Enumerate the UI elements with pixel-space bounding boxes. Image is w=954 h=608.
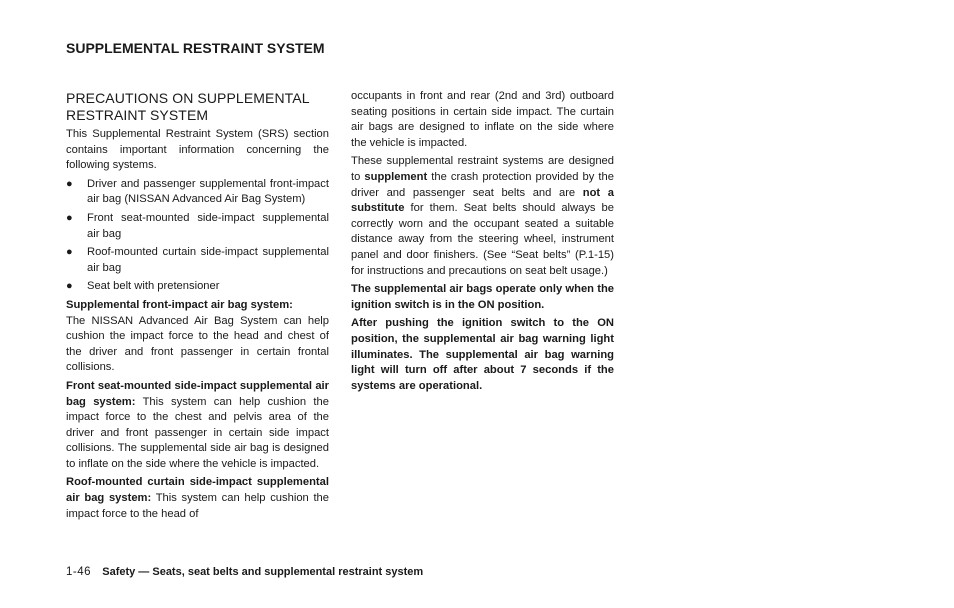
- intro-paragraph: This Supplemental Restraint System (SRS) section contains important information concerning the following systems.: [66, 128, 329, 172]
- supplement-text-e: for them. Seat belts should always be correctly worn and the occupant seated a suitable distance away from the steering wheel, instrument panel and door finishers. (See “Seat belts” (P.1-15) for instructions and precautions on seat belt usage.): [351, 202, 614, 277]
- list-item-text: Front seat-mounted side-impact supplemental air bag: [87, 211, 329, 240]
- footer-chapter-title: Safety — Seats, seat belts and supplemental restraint system: [102, 566, 424, 578]
- list-item: [66, 279, 329, 295]
- curtain-airbag-text: This system can help cushion the impact force to the head of: [66, 492, 329, 520]
- list-item: [66, 177, 329, 208]
- list-item: [66, 245, 329, 276]
- front-airbag-text: The NISSAN Advanced Air Bag System can help cushion the impact force to the head and chest of the driver and front passenger in certain frontal collisions.: [66, 314, 329, 374]
- supplement-paragraph: [351, 154, 614, 279]
- page-number: 1-46: [66, 566, 92, 578]
- side-airbag-paragraph: [66, 379, 329, 473]
- bullet-icon: ●: [66, 246, 73, 259]
- side-airbag-text: This system can help cushion the impact force to the chest and pelvis area of the driver and front passenger in certain side impact collisions. The supplemental side air bag is designed to inflate on the side where the vehicle is impacted.: [66, 395, 329, 470]
- list-item-text: Roof-mounted curtain side-impact supplemental air bag: [87, 246, 329, 274]
- left-column: [66, 90, 329, 525]
- curtain-continued-paragraph: occupants in front and rear (2nd and 3rd) outboard seating positions in certain side impact. The curtain air bags are designed to inflate on the side where the vehicle is impacted.: [351, 90, 614, 149]
- side-airbag-heading: Front seat-mounted side-impact supplemental air bag system:: [66, 379, 329, 408]
- list-item-text: Driver and passenger supplemental front-impact air bag (NISSAN Advanced Air Bag System): [87, 177, 329, 206]
- right-column: [351, 89, 614, 397]
- front-airbag-heading: Supplemental front-impact air bag system:: [66, 298, 293, 311]
- section-title: SUPPLEMENTAL RESTRAINT SYSTEM: [66, 40, 325, 56]
- subsection-title: PRECAUTIONS ON SUPPLEMENTAL RESTRAINT SYSTEM: [66, 90, 310, 123]
- systems-list: [66, 177, 329, 295]
- warning-light-paragraph: After pushing the ignition switch to the ON position, the supplemental air bag warning light illuminates. The supplemental air bag warning light will turn off after about 7 seconds if the systems are operational.: [351, 317, 614, 392]
- bullet-icon: ●: [66, 211, 73, 224]
- supplement-emphasis: supplement: [364, 170, 428, 183]
- bullet-icon: ●: [66, 280, 73, 293]
- curtain-airbag-heading: Roof-mounted curtain side-impact supplemental air bag system:: [66, 476, 329, 505]
- supplement-text-c: the crash protection provided by the driver and passenger seat belts and are: [351, 170, 614, 199]
- page-footer: [66, 564, 423, 580]
- curtain-airbag-paragraph: [66, 475, 329, 522]
- list-item: [66, 211, 329, 242]
- list-item-text: Seat belt with pretensioner: [87, 280, 220, 293]
- front-airbag-paragraph: [66, 298, 329, 376]
- supplement-text-a: These supplemental restraint systems are designed to: [351, 155, 614, 183]
- ignition-on-paragraph: The supplemental air bags operate only when the ignition switch is in the ON position.: [351, 283, 614, 311]
- not-substitute-emphasis: not a substitute: [351, 186, 614, 215]
- bullet-icon: ●: [66, 177, 73, 190]
